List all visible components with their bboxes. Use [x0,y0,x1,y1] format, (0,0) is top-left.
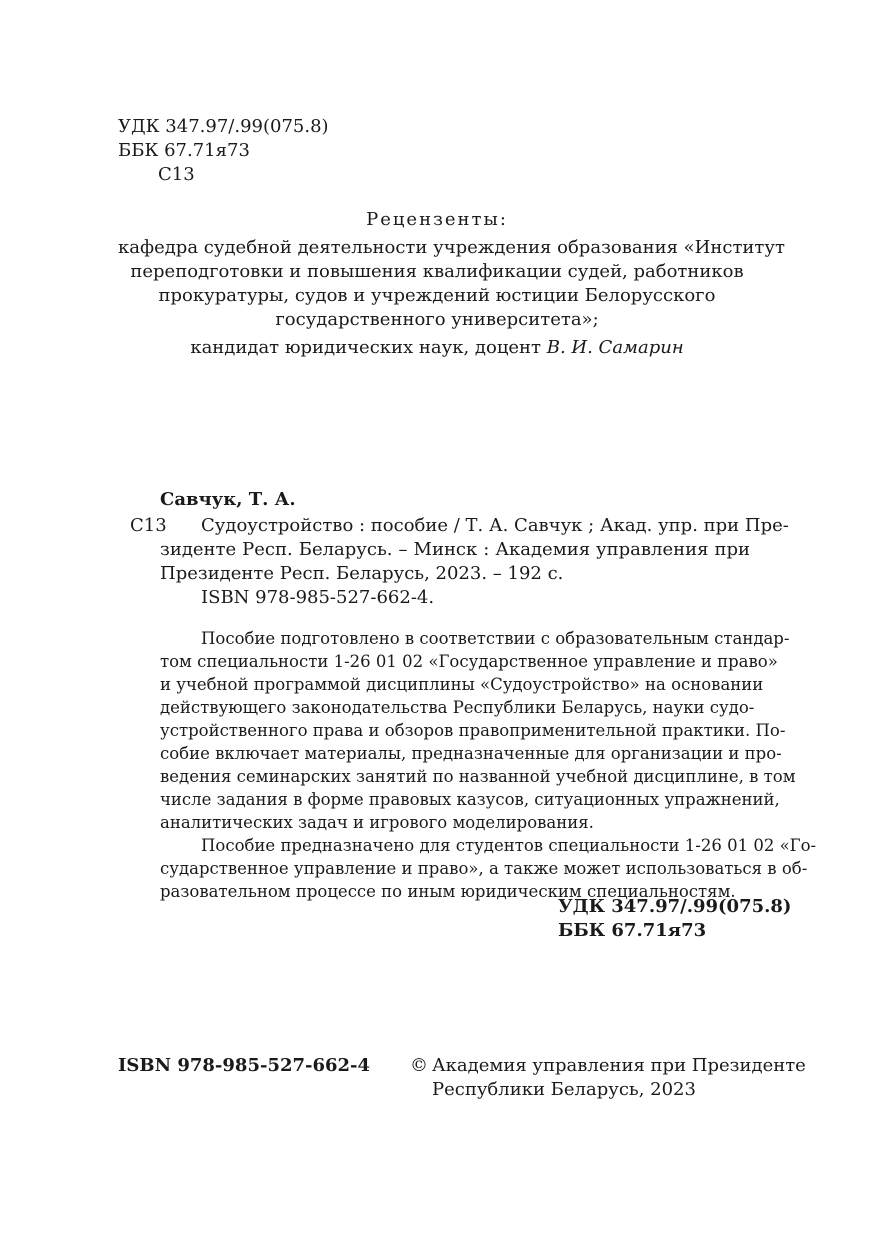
bib-author-heading: Савчук, Т. А. [160,489,296,510]
annotation-line: Пособие предназначено для студентов специальности 1-26 01 02 «Го- [201,836,817,855]
reviewers-line: прокуратуры, судов и учреждений юстиции Белорусского [158,285,716,306]
reviewers-line: кафедра судебной деятельности учреждения образования «Институт [118,237,785,258]
reviewer-name: В. И. Самарин [546,337,684,358]
annotation-line: и учебной программой дисциплины «Судоустройство» на основании [160,675,764,694]
annotation-line: числе задания в форме правовых казусов, ситуационных упражнений, [160,790,780,809]
annotation-line: сударственное управление и право», а также может использоваться в об- [160,859,808,878]
reviewers-line: переподготовки и повышения квалификации судей, работников [130,261,744,282]
annotation-line: ведения семинарских занятий по названной учебной дисциплине, в том [160,767,796,786]
reviewer-person [118,337,756,358]
annotation-line: устройственного права и обзоров правоприменительной практики. По- [160,721,786,740]
footer-isbn: ISBN 978-985-527-662-4 [118,1055,371,1076]
bbk-code: ББК 67.71я73 [118,140,250,161]
annotation-line: собие включает материалы, предназначенные для организации и про- [160,744,782,763]
annotation-line: действующего законодательства Республики Беларусь, науки судо- [160,698,755,717]
reviewers-line: государственного университета»; [275,309,599,330]
copyright-icon: © [410,1055,428,1076]
bib-isbn: ISBN 978-985-527-662-4. [201,587,435,608]
bib-description-line: Президенте Респ. Беларусь, 2023. – 192 с. [160,563,564,584]
copyright-holder: Академия управления при Президенте [432,1055,806,1076]
bib-author-mark: С13 [130,515,167,536]
bib-description-line: зиденте Респ. Беларусь. – Минск : Академия управления при [160,539,750,560]
annotation-line: Пособие подготовлено в соответствии с образовательным стандар- [201,629,790,648]
annotation-line: аналитических задач и игрового моделирования. [160,813,594,832]
copyright-year: Республики Беларусь, 2023 [432,1079,696,1100]
annotation-line: разовательном процессе по иным юридическим специальностям. [160,882,736,901]
author-mark: С13 [158,164,195,185]
bottom-bbk-code: ББК 67.71я73 [558,920,707,941]
reviewers-heading: Рецензенты: [366,209,508,230]
bib-description-line: Судоустройство : пособие / Т. А. Савчук ; Акад. упр. при Пре- [201,515,789,536]
udk-code: УДК 347.97/.99(075.8) [118,116,329,137]
reviewer-title: кандидат юридических наук, доцент [190,337,547,358]
annotation-line: том специальности 1-26 01 02 «Государственное управление и право» [160,652,778,671]
bottom-udk-code: УДК 347.97/.99(075.8) [558,896,792,917]
